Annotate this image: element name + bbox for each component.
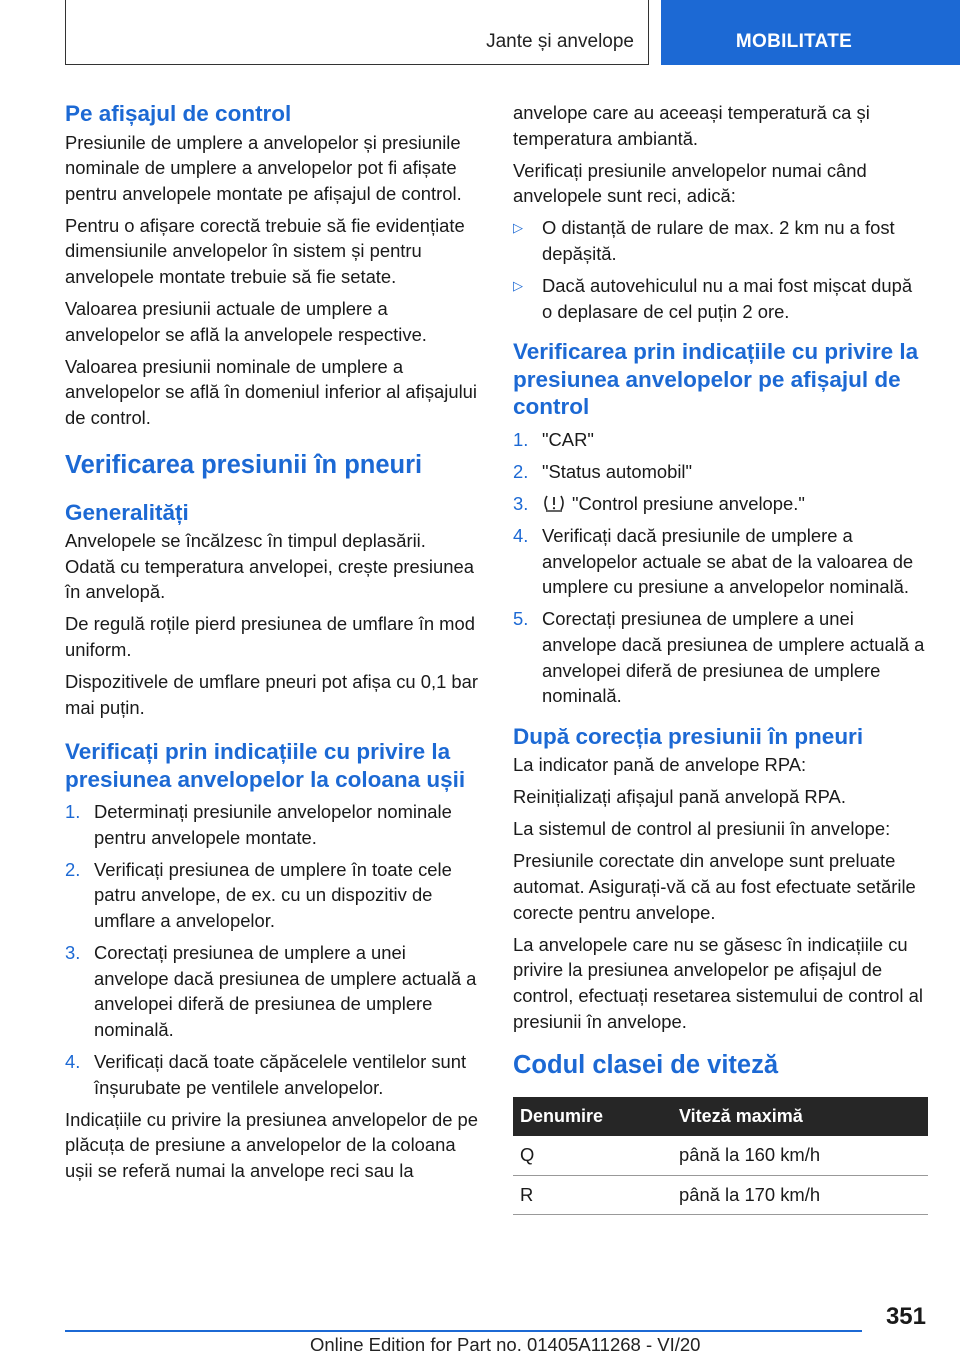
heading-after-correction: După corecția presiunii în pneuri [513, 723, 864, 749]
table-header-row [513, 1097, 928, 1136]
footer-edition: Online Edition for Part no. 01405A11268 - VI/20 [310, 1334, 701, 1355]
paragraph: La anvelopele care nu se găsesc în indicațiile cu privire la presiunea anvelopelor pe afișajul de control, efectuați resetarea sistemului de control al presiunii în anvelope. [513, 933, 923, 1032]
door-check-steps [65, 799, 479, 1100]
list-item: ▷ O distanță de rulare de max. 2 km nu a fost depășită. [513, 217, 895, 264]
display-check-steps [513, 427, 927, 709]
table-cell: Q [513, 1136, 673, 1175]
list-item: 2. Verificați presiunea de umplere în toate cele patru anvelope, de ex. cu un dispozitiv de umflare a anvelopelor. [65, 858, 452, 932]
right-column [513, 100, 927, 1215]
list-item: 5. Corectați presiunea de umplere a unei anvelope dacă presiunea de umplere actuală a anvelopei diferă de presiunea de umplere nominală. [513, 608, 925, 707]
table-header-cell: Denumire [513, 1097, 673, 1136]
heading-door-pillar-check: Verificați prin indicațiile cu privire la presiunea anvelopelor la coloana ușii [65, 739, 466, 792]
paragraph: De regulă roțile pierd presiunea de umflare în mod uniform. [65, 613, 475, 660]
table-cell: R [513, 1175, 673, 1214]
speed-class-table [513, 1097, 928, 1215]
list-item: 3. Corectați presiunea de umplere a unei anvelope dacă presiunea de umplere actuală a anvelopei diferă de presiunea de umplere nominală. [65, 942, 477, 1040]
table-row [513, 1136, 928, 1175]
paragraph: La sistemul de control al presiunii în anvelope: [513, 818, 891, 840]
paragraph: Valoarea presiunii actuale de umplere a anvelopelor se află la anvelopele respective. [65, 298, 427, 345]
table-cell: până la 160 km/h [673, 1136, 928, 1175]
paragraph: La indicator pană de anvelope RPA: [513, 754, 807, 776]
list-item: 4. Verificați dacă presiunile de umplere a anvelopelor actuale se abat de la valoarea de umplere cu presiune a anvelopelor nominală. [513, 525, 914, 598]
triangle-bullet-icon: ▷ [513, 278, 523, 294]
footer-divider [65, 1330, 862, 1332]
table-header-cell: Viteză maximă [673, 1097, 928, 1136]
heading-display: Pe afișajul de control [65, 101, 292, 126]
list-item: ▷ Dacă autovehiculul nu a mai fost mișcat după o deplasare de cel puțin 2 ore. [513, 275, 913, 322]
paragraph: Dispozitivele de umflare pneuri pot afișa cu 0,1 bar mai puțin. [65, 671, 478, 718]
heading-speed-class: Codul clasei de viteză [513, 1051, 779, 1080]
table-cell: până la 170 km/h [673, 1175, 928, 1214]
header-chapter-tab[interactable] [661, 0, 960, 65]
header-section-box [65, 0, 649, 65]
list-item: 1. "CAR" [513, 428, 594, 450]
paragraph: Indicațiile cu privire la presiunea anvelopelor de pe plăcuța de presiune a anvelopelor de la coloana ușii se referă numai la anvelope reci sau la [65, 1108, 479, 1181]
header-chapter-label: MOBILITATE [735, 31, 853, 52]
paragraph: Presiunile de umplere a anvelopelor și presiunile nominale de umplere a anvelopelor pot fi afișate pentru anvelopele montate pe afișajul de control. [65, 131, 462, 204]
cold-tire-conditions [513, 215, 927, 324]
paragraph: Anvelopele se încălzesc în timpul deplasării. Odată cu temperatura anvelopei, crește presiunea în anvelopă. [65, 530, 474, 603]
paragraph: Presiunile corectate din anvelope sunt preluate automat. Asigurați-vă că au fost efectuate setările corecte pentru anvelope. [513, 850, 916, 923]
tire-pressure-warning-icon [542, 494, 566, 512]
list-item: 1. Determinați presiunile anvelopelor nominale pentru anvelopele montate. [65, 801, 452, 848]
left-column [65, 100, 479, 1190]
list-item: 2. "Status automobil" [513, 460, 693, 482]
heading-tire-pressure-check: Verificarea presiunii în pneuri [65, 450, 423, 479]
paragraph: Verificați presiunile anvelopelor numai când anvelopele sunt reci, adică: [513, 159, 867, 207]
page-number: 351 [885, 1303, 926, 1330]
table-row [513, 1175, 928, 1214]
heading-display-check: Verificarea prin indicațiile cu privire la presiunea anvelopelor pe afișajul de control [513, 339, 919, 420]
paragraph: Reinițializați afișajul pană anvelopă RPA. [513, 786, 846, 808]
triangle-bullet-icon: ▷ [513, 220, 523, 236]
paragraph: Pentru o afișare corectă trebuie să fie evidențiate dimensiunile anvelopelor în sistem și pentru anvelopele montate trebuie să fie setate. [65, 214, 465, 287]
paragraph: Valoarea presiunii nominale de umplere a anvelopelor se află în domeniul inferior al afișajului de control. [65, 355, 477, 428]
paragraph: anvelope care au aceeași temperatură ca și temperatura ambiantă. [513, 102, 870, 149]
list-item: 4. Verificați dacă toate căpăcelele ventilelor sunt înșurubate pe ventilele anvelopelor. [65, 1051, 467, 1098]
header-section-title: Jante și anvelope [486, 31, 634, 52]
heading-general: Generalități [65, 499, 189, 525]
list-item: 3. "Control presiune anvelope." [513, 492, 805, 514]
